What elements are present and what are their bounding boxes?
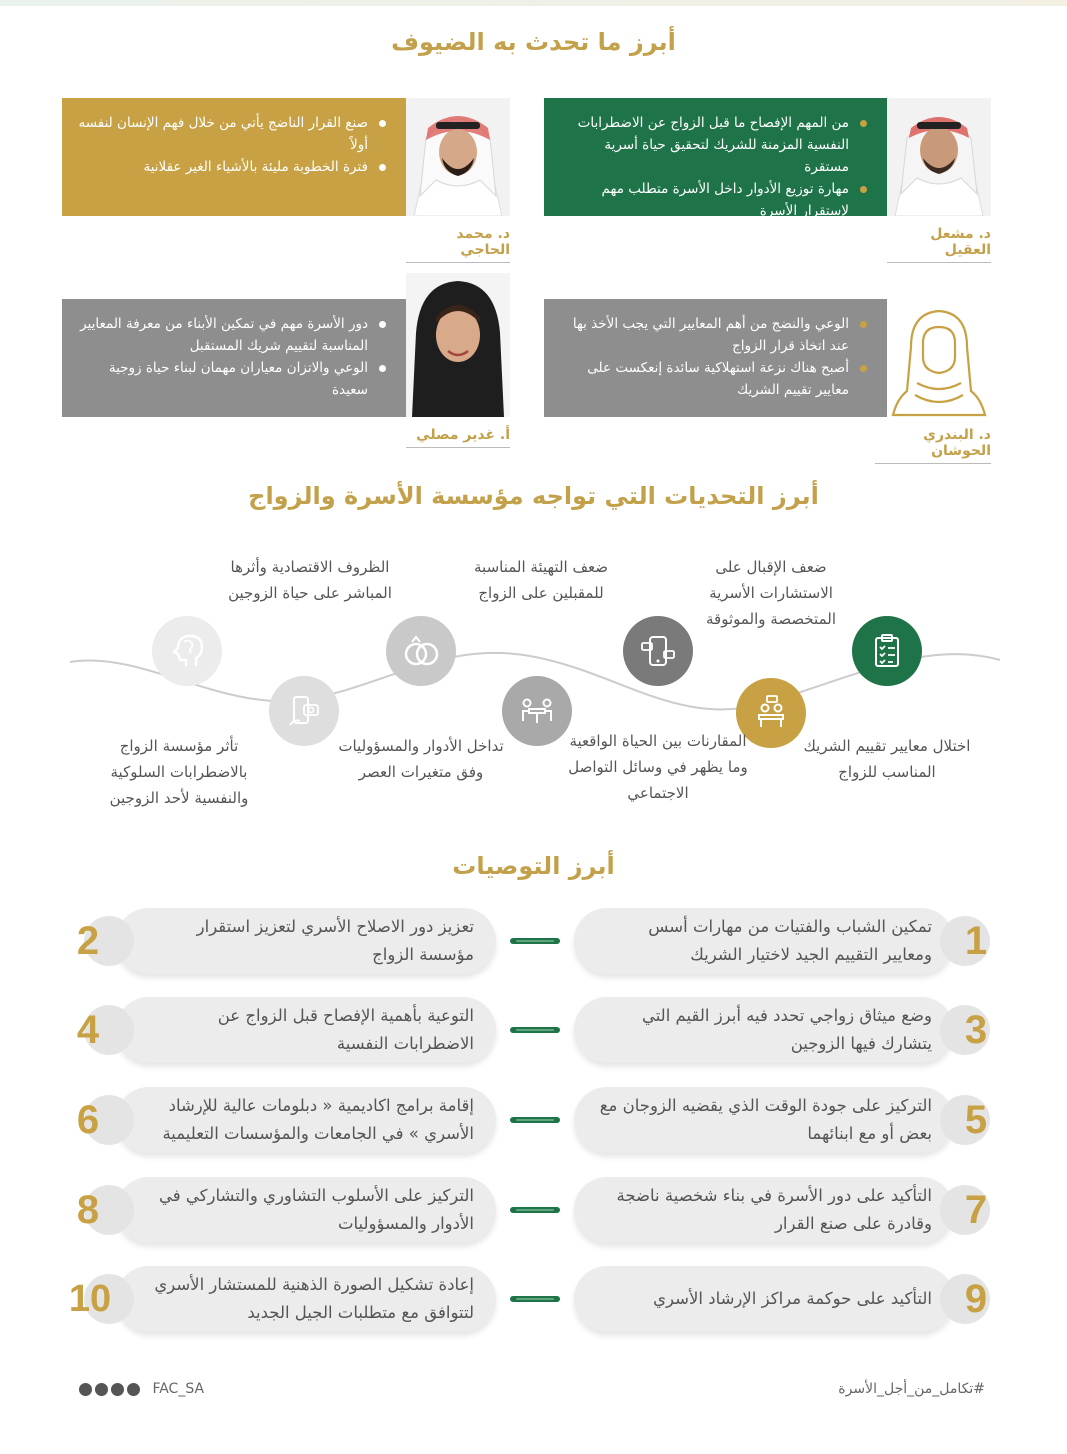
recommendation-1-text: تمكين الشباب والفتيات من مهارات أسس ومعايير التقييم الجيد لاختيار الشريك <box>648 917 932 964</box>
recommendation-3 <box>574 997 992 1063</box>
challenge-text-3: المقارنات بين الحياة الواقعية وما يظهر في وسائل التواصل الاجتماعي <box>568 732 748 802</box>
challenge-text-5: تداخل الأدوار والمسؤوليات وفق متغيرات العصر <box>338 737 504 781</box>
challenges-section-title: أبرز التحديات التي تواجه مؤسسة الأسرة والزواج <box>248 482 819 510</box>
recommendation-6-text: إقامة برامج اكاديمية « دبلومات عالية للإرشاد الأسري » في الجامعات والمؤسسات التعليمية <box>162 1096 474 1143</box>
row-divider-5 <box>510 1296 560 1302</box>
guest-3-point-1: الوعي والنضج من أهم المعايير التي يجب الأخذ بها عند اتخاذ قرار الزواج <box>558 313 867 357</box>
guest-1-point-2: مهارة توزيع الأدوار داخل الأسرة متطلب مهم لإستقرار الأسرة <box>558 178 867 222</box>
recommendation-5-number: 5 <box>964 1098 988 1142</box>
row-divider-2 <box>510 1027 560 1033</box>
recommendation-7-number: 7 <box>964 1188 988 1232</box>
recommendation-1 <box>574 908 992 974</box>
guest-card-2 <box>62 98 406 216</box>
guest-3-point-2: أصبح هناك نزعة استهلاكية سائدة إنعكست على معايير تقييم الشريك <box>558 357 867 401</box>
recommendation-7 <box>574 1177 992 1243</box>
money-phone-icon <box>269 676 339 746</box>
footer-hashtag: #تكامل_من_أجل_الأسرة <box>838 1381 985 1397</box>
recommendation-1-number: 1 <box>964 919 988 963</box>
recommendation-8 <box>70 1177 488 1243</box>
recommendation-6-number: 6 <box>76 1098 100 1142</box>
recommendation-6 <box>70 1087 488 1153</box>
checklist-icon <box>852 616 922 686</box>
challenge-text-2: ضعف الإقبال على الاستشارات الأسرية المتخصصة والموثوقة <box>706 558 836 628</box>
recommendation-5 <box>574 1087 992 1153</box>
recommendation-4-text: التوعية بأهمية الإفصاح قبل الزواج عن الاضطرابات النفسية <box>217 1006 474 1053</box>
recommendation-9-number: 9 <box>964 1277 988 1321</box>
recommendation-3-number: 3 <box>964 1008 988 1052</box>
guest-4-point-1: دور الأسرة مهم في تمكين الأبناء من معرفة المعايير المناسبة لتقييم شريك المستقبل <box>76 313 386 357</box>
guest-photo-1 <box>887 98 991 216</box>
recommendation-4 <box>70 997 488 1063</box>
recommendation-10 <box>70 1266 488 1332</box>
guest-name-1: د. مشعل العقيل <box>887 226 991 263</box>
challenge-text-4: ضعف التهيئة المناسبة للمقبلين على الزواج <box>474 558 608 602</box>
recommendation-2-text: تعزيز دور الاصلاح الأسري لتعزيز استقرار مؤسسة الزواج <box>196 917 474 964</box>
guest-card-1 <box>544 98 887 219</box>
row-divider-4 <box>510 1207 560 1213</box>
guest-name-4: أ. غدير مصلي <box>406 427 510 448</box>
guest-1-point-1: من المهم الإفصاح ما قبل الزواج عن الاضطرابات النفسية المزمنة للشريك لتحقيق حياة أسرية مستقرة <box>558 112 867 178</box>
guest-card-4 <box>62 299 406 417</box>
guest-name-3: د. البندري الحوشان <box>875 427 991 464</box>
head-brain-icon <box>152 616 222 686</box>
guests-section-title: أبرز ما تحدث به الضيوف <box>391 28 676 56</box>
twitter-icon[interactable] <box>127 1383 140 1396</box>
guest-photo-4 <box>406 273 510 417</box>
instagram-icon[interactable] <box>111 1383 124 1396</box>
recommendation-10-number: 10 <box>68 1278 112 1320</box>
recommendation-2-number: 2 <box>76 919 100 963</box>
recommendation-8-text: التركيز على الأسلوب التشاوري والتشاركي في الأدوار والمسؤوليات <box>159 1186 474 1233</box>
recommendation-8-number: 8 <box>76 1188 100 1232</box>
guest-2-point-2: فترة الخطوبة مليئة بالأشياء الغير عقلانية <box>76 156 386 178</box>
row-divider-3 <box>510 1117 560 1123</box>
guest-photo-2 <box>406 98 510 216</box>
recommendation-9 <box>574 1266 992 1332</box>
social-media-icon <box>623 616 693 686</box>
challenge-text-1: اختلال معايير تقييم الشريك المناسب للزواج <box>803 737 971 781</box>
recommendation-7-text: التأكيد على دور الأسرة في بناء شخصية ناضجة وقادرة على صنع القرار <box>616 1186 932 1233</box>
challenge-text-6: الظروف الاقتصادية وأثرها المباشر على حياة الزوجين <box>228 558 392 602</box>
guest-4-point-2: الوعي والاتزان معياران مهمان لبناء حياة زوجية سعيدة <box>76 357 386 401</box>
recommendation-5-text: التركيز على جودة الوقت الذي يقضيه الزوجان مع بعض أو مع ابنائهما <box>599 1096 932 1143</box>
recommendation-3-text: وضع ميثاق زواجي تحدد فيه أبرز القيم التي يتشارك فيها الزوجين <box>641 1006 932 1053</box>
guest-2-point-1: صنع القرار الناضج يأتي من خلال فهم الإنسان لنفسه أولاً <box>76 112 386 156</box>
facebook-icon[interactable] <box>95 1383 108 1396</box>
recommendation-4-number: 4 <box>76 1008 100 1052</box>
recommendations-section-title: أبرز التوصيات <box>452 852 615 880</box>
challenge-text-7: تأثر مؤسسة الزواج بالاضطرابات السلوكية والنفسية لأحد الزوجين <box>109 737 249 807</box>
footer-social <box>76 1381 204 1397</box>
recommendation-9-text: التأكيد على حوكمة مراكز الإرشاد الأسري <box>653 1289 932 1308</box>
top-border <box>0 0 1067 6</box>
recommendation-10-text: إعادة تشكيل الصورة الذهنية للمستشار الأسري لتتوافق مع متطلبات الجيل الجديد <box>154 1275 474 1322</box>
youtube-icon[interactable] <box>79 1383 92 1396</box>
guest-card-3 <box>544 299 887 417</box>
rings-icon <box>386 616 456 686</box>
row-divider-1 <box>510 938 560 944</box>
guest-name-2: د. محمد الحاجي <box>406 226 510 263</box>
footer-handle: FAC_SA <box>152 1381 205 1397</box>
guest-avatar-illustration <box>887 299 991 417</box>
recommendation-2 <box>70 908 488 974</box>
